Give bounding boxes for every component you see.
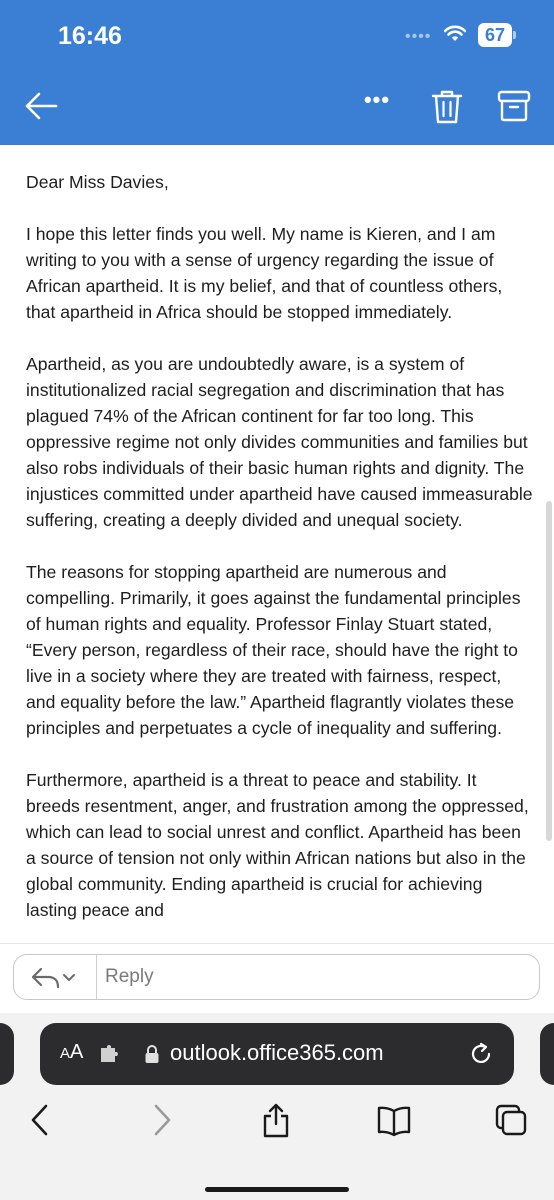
browser-back-icon[interactable] xyxy=(24,1102,58,1138)
more-options-button[interactable]: ••• xyxy=(363,87,391,112)
reply-bar xyxy=(0,943,554,1013)
email-paragraph: Furthermore, apartheid is a threat to peace and stability. It breeds resentment, anger, and frustration among the oppressed, which can lead to social unrest and conflict. Apartheid has been a source of tension not only within African nations but also in the global community. Ending apartheid is crucial for achieving lasting peace and xyxy=(26,770,529,920)
battery-level: 67 xyxy=(478,23,512,47)
salutation: Dear Miss Davies, xyxy=(26,172,169,192)
bookmarks-icon[interactable] xyxy=(377,1102,411,1138)
trash-icon[interactable] xyxy=(430,88,464,126)
previous-tab-edge[interactable] xyxy=(0,1023,14,1085)
email-paragraph: I hope this letter finds you well. My name is Kieren, and I am writing to you with a sense of urgency regarding the issue of African apartheid. It is my belief, and that of countless others, that apartheid in Africa should be stopped immediately. xyxy=(26,224,503,322)
reload-icon[interactable] xyxy=(468,1041,494,1067)
extension-icon[interactable] xyxy=(98,1043,120,1065)
reply-box[interactable] xyxy=(13,954,540,1000)
mail-header xyxy=(0,0,554,145)
url-text[interactable]: outlook.office365.com xyxy=(170,1040,384,1065)
home-indicator[interactable] xyxy=(205,1187,349,1192)
tabs-icon[interactable] xyxy=(494,1102,528,1138)
back-arrow-icon[interactable] xyxy=(22,86,60,126)
email-text xyxy=(26,169,534,943)
battery-tip xyxy=(513,31,516,39)
lock-icon xyxy=(144,1043,160,1065)
browser-forward-icon[interactable] xyxy=(144,1102,178,1138)
email-paragraph: The reasons for stopping apartheid are numerous and compelling. Primarily, it goes against the fundamental principles of human rights and equality. Professor Finlay Stuart stated, “Every person, regardless of their race, should have the right to live in a society where they are treated with fairness, respect, and equality before the law.” Apartheid flagrantly violates these principles and perpetuates a cycle of inequality and suffering. xyxy=(26,562,521,738)
content-fade xyxy=(0,921,554,943)
aa-large: A xyxy=(70,1041,84,1063)
share-icon[interactable] xyxy=(259,1102,293,1138)
scrollbar[interactable] xyxy=(546,501,552,841)
aa-small: A xyxy=(60,1045,71,1062)
next-tab-edge[interactable] xyxy=(540,1023,554,1085)
battery-icon xyxy=(478,23,516,47)
wifi-icon xyxy=(444,25,466,43)
address-bar[interactable] xyxy=(40,1023,514,1085)
reply-input[interactable]: Reply xyxy=(105,966,154,987)
email-paragraph: Apartheid, as you are undoubtedly aware, is a system of institutionalized racial segregation and discrimination that has plagued 74% of the African continent for far too long. This oppressive regime not only divides communities and families but also robs individuals of their basic human rights and dignity. The injustices committed under apartheid have caused immeasurable suffering, creating a deeply divided and unequal society. xyxy=(26,354,533,530)
email-body[interactable] xyxy=(0,145,554,943)
browser-bar xyxy=(0,1013,554,1200)
reply-divider xyxy=(96,955,97,999)
archive-icon[interactable] xyxy=(497,88,531,124)
page-settings-button[interactable] xyxy=(60,1041,83,1064)
status-time: 16:46 xyxy=(58,22,122,50)
cellular-signal-icon: •••• xyxy=(405,28,432,45)
reply-options-icon[interactable] xyxy=(30,965,76,991)
